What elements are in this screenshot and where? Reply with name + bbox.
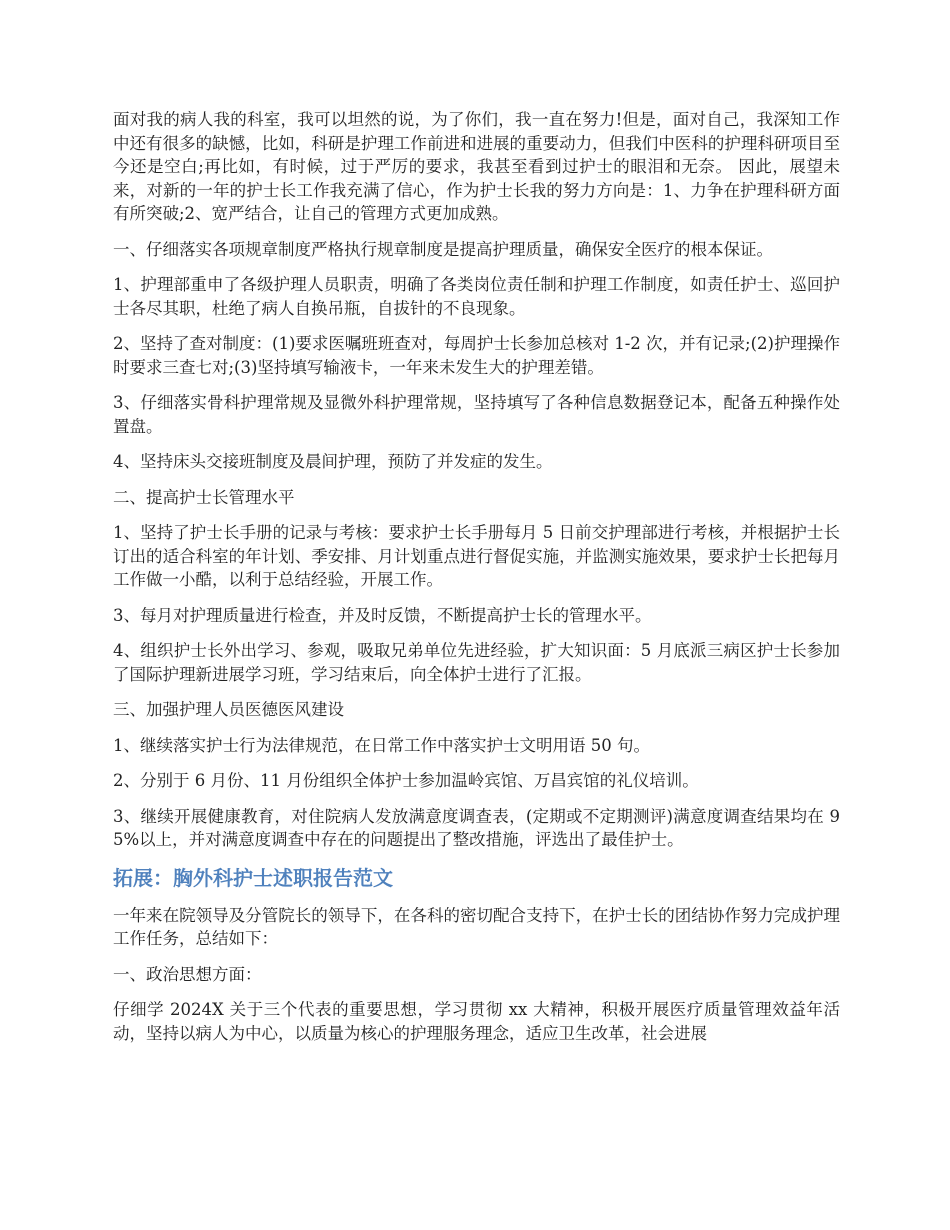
extension-heading: 拓展：胸外科护士述职报告范文 [113, 865, 393, 890]
paragraph-intro: 面对我的病人我的科室，我可以坦然的说，为了你们，我一直在努力!但是，面对自己，我深知工作中还有很多的缺憾，比如，科研是护理工作前进和进展的重要动力，但我们中医科的护理科研项目至今还是空白;再比如，有时候，过于严厉的要求，我甚至看到过护士的眼泪和无奈。 因此，展望未来，对新的一年的护士长工作我充满了信心，作为护士长我的努力方向是：1、力争在护理科研方面有所突破;2、宽严结合，让自己的管理方式更加成熟。 [113, 110, 840, 223]
paragraph-report-intro: 一年来在院领导及分管院长的领导下，在各科的密切配合支持下，在护士长的团结协作努力完成护理工作任务，总结如下： [113, 905, 840, 948]
paragraph-section-3: 三、加强护理人员医德医风建设 [113, 700, 344, 719]
paragraph-item: 4、组织护士长外出学习、参观，吸取兄弟单位先进经验，扩大知识面：5 月底派三病区护士长参加了国际护理新进展学习班，学习结束后，向全体护士进行了汇报。 [113, 641, 840, 684]
paragraph-item: 2、分别于 6 月份、11 月份组织全体护士参加温岭宾馆、万昌宾馆的礼仪培训。 [113, 771, 699, 790]
paragraph-item: 2、坚持了查对制度：(1)要求医嘱班班查对，每周护士长参加总核对 1-2 次，并有记录;(2)护理操作时要求三查七对;(3)坚持填写输液卡，一年来未发生大的护理差错。 [113, 334, 840, 377]
paragraph-item: 1、护理部重申了各级护理人员职责，明确了各类岗位责任制和护理工作制度，如责任护士、巡回护士各尽其职，杜绝了病人自换吊瓶，自拔针的不良现象。 [113, 275, 840, 318]
paragraph-item: 4、坚持床头交接班制度及晨间护理，预防了并发症的发生。 [113, 452, 553, 471]
paragraph-section-1: 一、仔细落实各项规章制度严格执行规章制度是提高护理质量，确保安全医疗的根本保证。 [113, 239, 773, 259]
paragraph-item: 3、继续开展健康教育，对住院病人发放满意度调查表，(定期或不定期测评)满意度调查结果均在 95%以上，并对满意度调查中存在的问题提出了整改措施，评选出了最佳护士。 [113, 806, 840, 849]
paragraph-item: 3、每月对护理质量进行检查，并及时反馈，不断提高护士长的管理水平。 [113, 605, 652, 625]
paragraph-section-political: 一、政治思想方面： [113, 964, 262, 984]
paragraph-item: 1、继续落实护士行为法律规范，在日常工作中落实护士文明用语 50 句。 [113, 735, 650, 755]
paragraph-section-2: 二、提高护士长管理水平 [113, 487, 295, 507]
paragraph-item: 3、仔细落实骨科护理常规及显微外科护理常规，坚持填写了各种信息数据登记本，配备五种操作处置盘。 [113, 393, 840, 436]
paragraph-item: 1、坚持了护士长手册的记录与考核：要求护士长手册每月 5 日前交护理部进行考核，并根据护士长订出的适合科室的年计划、季安排、月计划重点进行督促实施，并监测实施效果，要求护士长把每月工作做一小酷，以利于总结经验，开展工作。 [113, 523, 840, 589]
paragraph-item: 仔细学 2024X 关于三个代表的重要思想，学习贯彻 xx 大精神，积极开展医疗质量管理效益年活动，坚持以病人为中心，以质量为核心的护理服务理念，适应卫生改革，社会进展 [113, 1000, 840, 1043]
document-page [113, 108, 840, 1057]
